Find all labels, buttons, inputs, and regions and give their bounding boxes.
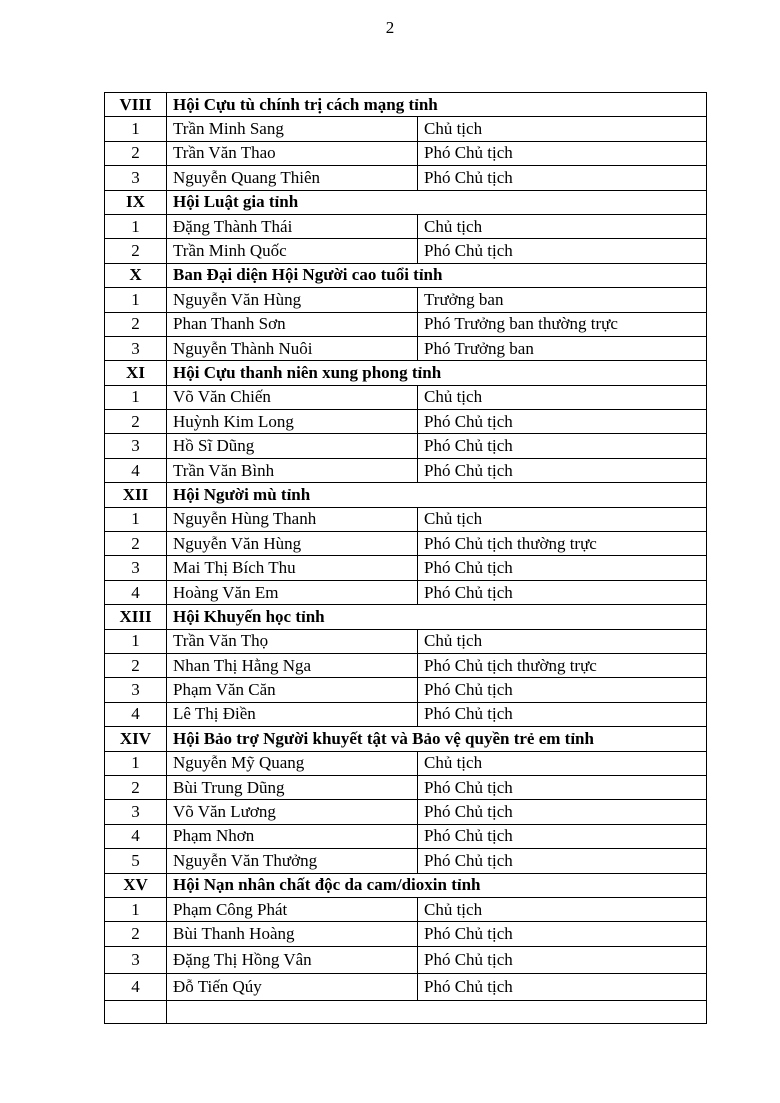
section-numeral: VIII <box>105 93 167 117</box>
section-header-row <box>105 727 707 751</box>
member-role: Phó Chủ tịch <box>418 973 707 1000</box>
member-number: 1 <box>105 385 167 409</box>
member-number: 4 <box>105 973 167 1000</box>
member-number: 1 <box>105 507 167 531</box>
member-row <box>105 434 707 458</box>
member-number: 3 <box>105 166 167 190</box>
member-role: Phó Chủ tịch <box>418 800 707 824</box>
member-row <box>105 532 707 556</box>
member-name: Đặng Thành Thái <box>167 214 418 238</box>
member-role: Chủ tịch <box>418 117 707 141</box>
member-name: Trần Văn Thao <box>167 141 418 165</box>
member-row <box>105 751 707 775</box>
section-title: Hội Luật gia tỉnh <box>167 190 707 214</box>
member-name: Nguyễn Văn Hùng <box>167 532 418 556</box>
member-number: 4 <box>105 580 167 604</box>
empty-cell <box>105 1000 167 1023</box>
member-name: Nguyễn Hùng Thanh <box>167 507 418 531</box>
member-role: Phó Chủ tịch <box>418 775 707 799</box>
member-row <box>105 629 707 653</box>
member-role: Phó Chủ tịch thường trực <box>418 653 707 677</box>
section-numeral: X <box>105 263 167 287</box>
member-row <box>105 458 707 482</box>
member-row <box>105 288 707 312</box>
section-title: Hội Cựu thanh niên xung phong tỉnh <box>167 361 707 385</box>
member-number: 3 <box>105 946 167 973</box>
member-row <box>105 580 707 604</box>
member-row <box>105 312 707 336</box>
member-name: Lê Thị Điền <box>167 702 418 726</box>
member-name: Nguyễn Quang Thiên <box>167 166 418 190</box>
member-role: Phó Trưởng ban <box>418 336 707 360</box>
section-header-row <box>105 873 707 897</box>
member-name: Nguyễn Thành Nuôi <box>167 336 418 360</box>
empty-cell <box>167 1000 707 1023</box>
member-name: Bùi Thanh Hoàng <box>167 922 418 946</box>
member-name: Trần Minh Sang <box>167 117 418 141</box>
member-number: 3 <box>105 556 167 580</box>
member-number: 4 <box>105 824 167 848</box>
roster-body <box>105 93 707 1024</box>
member-name: Nguyễn Văn Thưởng <box>167 849 418 873</box>
member-role: Chủ tịch <box>418 629 707 653</box>
member-number: 2 <box>105 653 167 677</box>
member-row <box>105 507 707 531</box>
section-numeral: XI <box>105 361 167 385</box>
member-row <box>105 117 707 141</box>
section-header-row <box>105 361 707 385</box>
member-role: Phó Chủ tịch <box>418 434 707 458</box>
member-role: Phó Chủ tịch <box>418 824 707 848</box>
member-number: 1 <box>105 117 167 141</box>
member-name: Đặng Thị Hồng Vân <box>167 946 418 973</box>
member-row <box>105 702 707 726</box>
member-role: Phó Chủ tịch <box>418 678 707 702</box>
member-role: Phó Trưởng ban thường trực <box>418 312 707 336</box>
section-title: Hội Bảo trợ Người khuyết tật và Bảo vệ quyền trẻ em tỉnh <box>167 727 707 751</box>
section-header-row <box>105 483 707 507</box>
section-numeral: XIV <box>105 727 167 751</box>
section-title: Ban Đại diện Hội Người cao tuổi tỉnh <box>167 263 707 287</box>
member-number: 2 <box>105 141 167 165</box>
member-name: Nguyễn Văn Hùng <box>167 288 418 312</box>
member-role: Chủ tịch <box>418 897 707 921</box>
member-row <box>105 922 707 946</box>
section-title: Hội Người mù tỉnh <box>167 483 707 507</box>
member-name: Phạm Công Phát <box>167 897 418 921</box>
member-role: Phó Chủ tịch <box>418 922 707 946</box>
member-number: 3 <box>105 336 167 360</box>
member-row <box>105 824 707 848</box>
member-name: Huỳnh Kim Long <box>167 410 418 434</box>
member-role: Phó Chủ tịch <box>418 141 707 165</box>
member-role: Phó Chủ tịch <box>418 458 707 482</box>
member-number: 1 <box>105 897 167 921</box>
member-number: 1 <box>105 214 167 238</box>
member-row <box>105 166 707 190</box>
member-name: Võ Văn Chiến <box>167 385 418 409</box>
member-number: 2 <box>105 312 167 336</box>
member-role: Phó Chủ tịch thường trực <box>418 532 707 556</box>
member-row <box>105 946 707 973</box>
section-numeral: IX <box>105 190 167 214</box>
organization-roster-table <box>104 92 707 1024</box>
section-title: Hội Nạn nhân chất độc da cam/dioxin tỉnh <box>167 873 707 897</box>
member-row <box>105 556 707 580</box>
section-header-row <box>105 93 707 117</box>
page-number: 2 <box>385 18 395 37</box>
member-number: 1 <box>105 751 167 775</box>
member-number: 2 <box>105 532 167 556</box>
member-role: Phó Chủ tịch <box>418 702 707 726</box>
member-role: Phó Chủ tịch <box>418 849 707 873</box>
member-name: Trần Văn Bình <box>167 458 418 482</box>
member-row <box>105 385 707 409</box>
member-role: Chủ tịch <box>418 751 707 775</box>
member-name: Hoàng Văn Em <box>167 580 418 604</box>
member-row <box>105 973 707 1000</box>
member-role: Chủ tịch <box>418 385 707 409</box>
member-role: Phó Chủ tịch <box>418 946 707 973</box>
member-role: Phó Chủ tịch <box>418 166 707 190</box>
member-number: 3 <box>105 434 167 458</box>
member-number: 2 <box>105 922 167 946</box>
member-number: 4 <box>105 458 167 482</box>
member-number: 3 <box>105 800 167 824</box>
member-number: 2 <box>105 239 167 263</box>
member-number: 2 <box>105 775 167 799</box>
member-role: Phó Chủ tịch <box>418 410 707 434</box>
member-name: Võ Văn Lương <box>167 800 418 824</box>
member-row <box>105 239 707 263</box>
member-role: Chủ tịch <box>418 214 707 238</box>
section-title: Hội Khuyến học tỉnh <box>167 605 707 629</box>
member-name: Phạm Nhơn <box>167 824 418 848</box>
member-name: Trần Minh Quốc <box>167 239 418 263</box>
member-number: 1 <box>105 629 167 653</box>
member-role: Phó Chủ tịch <box>418 239 707 263</box>
member-number: 1 <box>105 288 167 312</box>
member-number: 3 <box>105 678 167 702</box>
member-name: Phan Thanh Sơn <box>167 312 418 336</box>
member-row <box>105 141 707 165</box>
member-role: Chủ tịch <box>418 507 707 531</box>
section-title: Hội Cựu tù chính trị cách mạng tỉnh <box>167 93 707 117</box>
member-name: Đỗ Tiến Qúy <box>167 973 418 1000</box>
member-row <box>105 849 707 873</box>
member-name: Nhan Thị Hằng Nga <box>167 653 418 677</box>
member-name: Bùi Trung Dũng <box>167 775 418 799</box>
member-name: Mai Thị Bích Thu <box>167 556 418 580</box>
section-numeral: XII <box>105 483 167 507</box>
member-row <box>105 800 707 824</box>
section-header-row <box>105 263 707 287</box>
member-name: Phạm Văn Căn <box>167 678 418 702</box>
member-row <box>105 653 707 677</box>
member-role: Trưởng ban <box>418 288 707 312</box>
member-row <box>105 410 707 434</box>
member-number: 5 <box>105 849 167 873</box>
member-name: Hồ Sĩ Dũng <box>167 434 418 458</box>
member-row <box>105 678 707 702</box>
section-header-row <box>105 605 707 629</box>
member-name: Nguyễn Mỹ Quang <box>167 751 418 775</box>
member-number: 2 <box>105 410 167 434</box>
member-row <box>105 897 707 921</box>
member-row <box>105 336 707 360</box>
empty-row <box>105 1000 707 1023</box>
section-header-row <box>105 190 707 214</box>
section-numeral: XIII <box>105 605 167 629</box>
member-role: Phó Chủ tịch <box>418 556 707 580</box>
member-role: Phó Chủ tịch <box>418 580 707 604</box>
member-row <box>105 775 707 799</box>
member-row <box>105 214 707 238</box>
member-number: 4 <box>105 702 167 726</box>
section-numeral: XV <box>105 873 167 897</box>
member-name: Trần Văn Thọ <box>167 629 418 653</box>
